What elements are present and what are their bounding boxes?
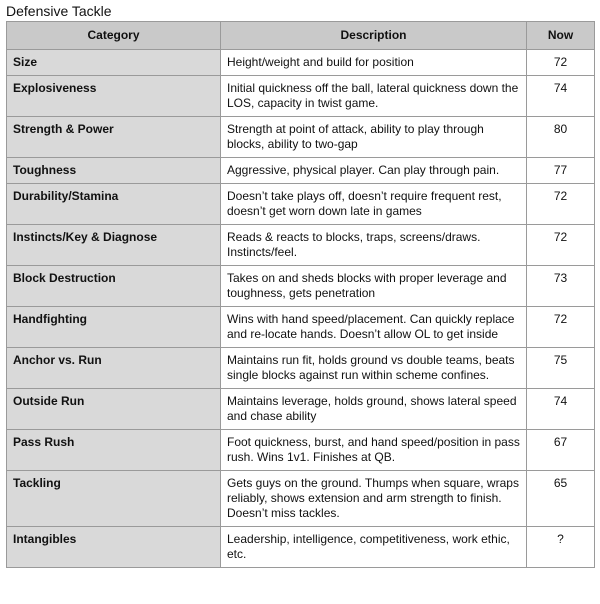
now-cell: 67 bbox=[527, 430, 595, 471]
table-row bbox=[7, 50, 595, 76]
header-description: Description bbox=[221, 22, 527, 50]
category-cell: Pass Rush bbox=[7, 430, 221, 471]
description-cell: Foot quickness, burst, and hand speed/position in pass rush. Wins 1v1. Finishes at QB. bbox=[221, 430, 527, 471]
category-cell: Block Destruction bbox=[7, 266, 221, 307]
category-cell: Durability/Stamina bbox=[7, 184, 221, 225]
now-cell: 73 bbox=[527, 266, 595, 307]
now-cell: ? bbox=[527, 527, 595, 568]
category-cell: Tackling bbox=[7, 471, 221, 527]
now-cell: 75 bbox=[527, 348, 595, 389]
description-cell: Gets guys on the ground. Thumps when square, wraps reliably, shows extension and arm strength to finish. Doesn’t miss tackles. bbox=[221, 471, 527, 527]
table-row bbox=[7, 471, 595, 527]
table-row bbox=[7, 117, 595, 158]
description-cell: Doesn’t take plays off, doesn’t require frequent rest, doesn’t get worn down late in games bbox=[221, 184, 527, 225]
description-cell: Height/weight and build for position bbox=[221, 50, 527, 76]
now-cell: 74 bbox=[527, 389, 595, 430]
now-cell: 72 bbox=[527, 307, 595, 348]
now-cell: 72 bbox=[527, 50, 595, 76]
category-cell: Anchor vs. Run bbox=[7, 348, 221, 389]
description-cell: Maintains leverage, holds ground, shows lateral speed and chase ability bbox=[221, 389, 527, 430]
now-cell: 77 bbox=[527, 158, 595, 184]
now-cell: 80 bbox=[527, 117, 595, 158]
table-row bbox=[7, 527, 595, 568]
table-row bbox=[7, 266, 595, 307]
now-cell: 72 bbox=[527, 184, 595, 225]
table-row bbox=[7, 307, 595, 348]
table-row bbox=[7, 184, 595, 225]
category-cell: Explosiveness bbox=[7, 76, 221, 117]
description-cell: Takes on and sheds blocks with proper leverage and toughness, gets penetration bbox=[221, 266, 527, 307]
table-row bbox=[7, 225, 595, 266]
description-cell: Strength at point of attack, ability to play through blocks, ability to two-gap bbox=[221, 117, 527, 158]
category-cell: Handfighting bbox=[7, 307, 221, 348]
now-cell: 74 bbox=[527, 76, 595, 117]
table-row bbox=[7, 76, 595, 117]
description-cell: Wins with hand speed/placement. Can quickly replace and re-locate hands. Doesn’t allow OL to get inside bbox=[221, 307, 527, 348]
description-cell: Reads & reacts to blocks, traps, screens/draws. Instincts/feel. bbox=[221, 225, 527, 266]
description-cell: Leadership, intelligence, competitiveness, work ethic, etc. bbox=[221, 527, 527, 568]
description-cell: Initial quickness off the ball, lateral quickness down the LOS, capacity in twist game. bbox=[221, 76, 527, 117]
category-cell: Toughness bbox=[7, 158, 221, 184]
category-cell: Instincts/Key & Diagnose bbox=[7, 225, 221, 266]
header-row bbox=[7, 22, 595, 50]
table-row bbox=[7, 430, 595, 471]
category-cell: Intangibles bbox=[7, 527, 221, 568]
description-cell: Maintains run fit, holds ground vs double teams, beats single blocks against run within scheme confines. bbox=[221, 348, 527, 389]
table-row bbox=[7, 389, 595, 430]
description-cell: Aggressive, physical player. Can play through pain. bbox=[221, 158, 527, 184]
header-category: Category bbox=[7, 22, 221, 50]
table-row bbox=[7, 158, 595, 184]
category-cell: Strength & Power bbox=[7, 117, 221, 158]
ratings-table bbox=[6, 21, 595, 568]
table-row bbox=[7, 348, 595, 389]
page-title: Defensive Tackle bbox=[6, 3, 112, 19]
now-cell: 65 bbox=[527, 471, 595, 527]
now-cell: 72 bbox=[527, 225, 595, 266]
header-now: Now bbox=[527, 22, 595, 50]
category-cell: Outside Run bbox=[7, 389, 221, 430]
category-cell: Size bbox=[7, 50, 221, 76]
